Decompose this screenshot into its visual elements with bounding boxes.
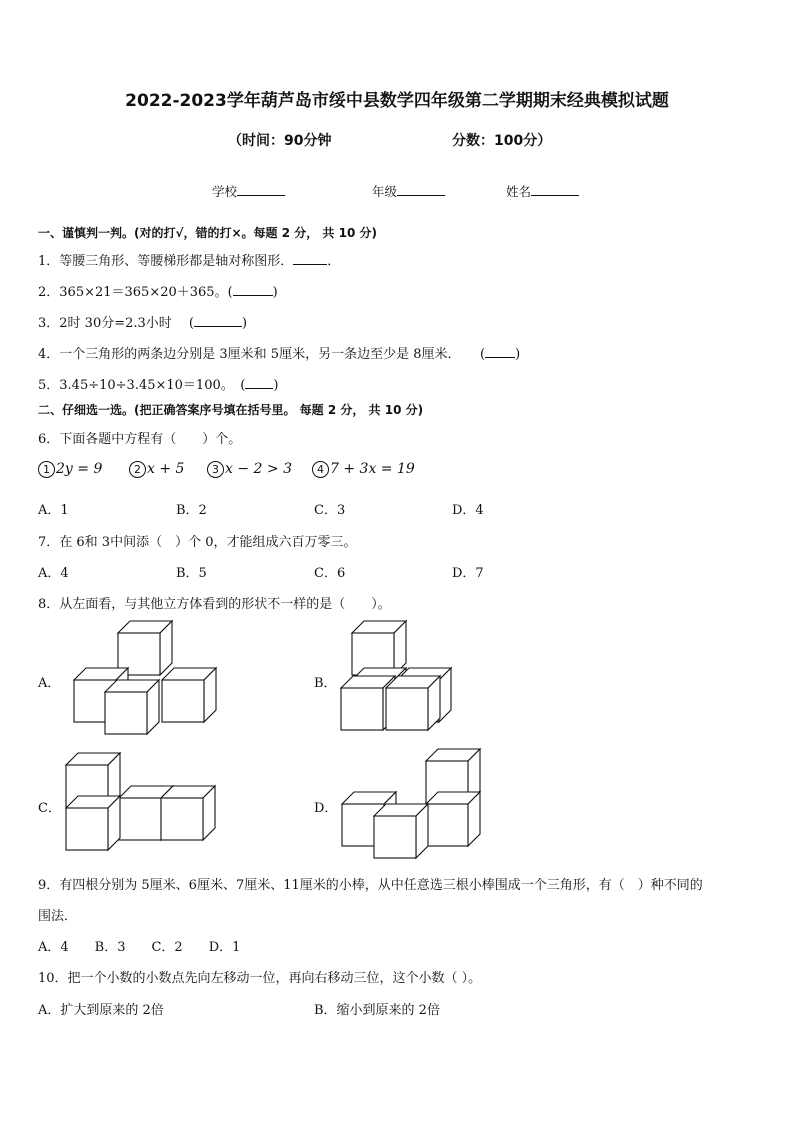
grade-label: 年级 (372, 184, 398, 199)
question-1-text: 1．等腰三角形、等腰梯形都是轴对称图形． (38, 254, 294, 269)
name-label: 姓名 (506, 184, 532, 199)
q6-expression: 7 + 3x = 19 (330, 461, 415, 477)
q10-option-a[interactable]: A．扩大到原来的 2倍 (38, 1003, 164, 1018)
figure-c-cubes (66, 753, 215, 850)
q8-option-a-label[interactable]: A． (38, 676, 61, 691)
q6-option-c[interactable]: C．3 (314, 503, 346, 518)
question-4-tail: ) (515, 347, 521, 362)
figure-a-cubes (74, 621, 216, 734)
section1-heading: 一、谨慎判一判。(对的打√，错的打×。每题 2 分， 共 10 分) (38, 226, 377, 240)
q6-expression: x + 5 (147, 461, 185, 477)
q8-option-d-label[interactable]: D． (314, 801, 338, 816)
q7-option-b[interactable]: B．5 (176, 566, 207, 581)
figure-d-cubes (342, 749, 480, 858)
question-4-text: 4．一个三角形的两条边分别是 3厘米和 5厘米，另一条边至少是 8厘米． ( (38, 347, 486, 362)
question-3-text: 3．2时 30分=2.3小时 ( (38, 316, 194, 331)
question-10-stem: 10．把一个小数的小数点先向左移动一位，再向右移动三位，这个小数（ ）。 (38, 971, 482, 986)
question-6-stem: 6．下面各题中方程有（ ）个。 (38, 432, 242, 447)
q7-option-a[interactable]: A．4 (38, 566, 69, 581)
question-5-text: 5．3.45÷10÷3.45×10＝100。 ( (38, 378, 246, 393)
q6-expression: x − 2 > 3 (225, 461, 292, 477)
q10-option-b[interactable]: B．缩小到原来的 2倍 (314, 1003, 440, 1018)
q8-option-b-label[interactable]: B． (314, 676, 337, 691)
q7-option-d[interactable]: D．7 (452, 566, 484, 581)
exam-time: （时间：90分钟 (228, 133, 332, 149)
q6-option-b[interactable]: B．2 (176, 503, 207, 518)
circled-number: 1 (38, 461, 55, 478)
question-9-stem-cont: 围法． (38, 909, 78, 924)
question-9-stem: 9．有四根分别为 5厘米、6厘米、7厘米、11厘米的小棒，从中任意选三根小棒围成一个三角形，有（ ）种不同的 (38, 878, 703, 893)
question-5-tail: ) (273, 378, 279, 393)
question-1-tail: ． (327, 254, 341, 269)
circled-number: 3 (207, 461, 224, 478)
circled-number: 2 (129, 461, 146, 478)
q6-option-a[interactable]: A．1 (38, 503, 69, 518)
q6-option-d[interactable]: D．4 (452, 503, 484, 518)
question-2-tail: ) (272, 285, 278, 300)
question-7-stem: 7．在 6和 3中间添（ ）个 0，才能组成六百万零三。 (38, 535, 357, 550)
page-title: 2022-2023学年葫芦岛市绥中县数学四年级第二学期期末经典模拟试题 (125, 91, 669, 111)
figure-b-cubes (341, 621, 451, 730)
question-2-text: 2．365×21＝365×20＋365。( (38, 285, 233, 300)
exam-score: 分数：100分） (452, 133, 552, 149)
school-label: 学校 (212, 184, 238, 199)
question-3-tail: ) (242, 316, 248, 331)
circled-number: 4 (312, 461, 329, 478)
q8-option-c-label[interactable]: C． (38, 801, 61, 816)
q9-options[interactable]: A．4 B．3 C．2 D．1 (38, 940, 241, 955)
section2-heading: 二、仔细选一选。(把正确答案序号填在括号里。 每题 2 分， 共 10 分) (38, 403, 424, 417)
question-8-stem: 8．从左面看，与其他立方体看到的形状不一样的是（ ）。 (38, 597, 391, 612)
q7-option-c[interactable]: C．6 (314, 566, 346, 581)
q6-expression: 2y = 9 (56, 461, 103, 477)
